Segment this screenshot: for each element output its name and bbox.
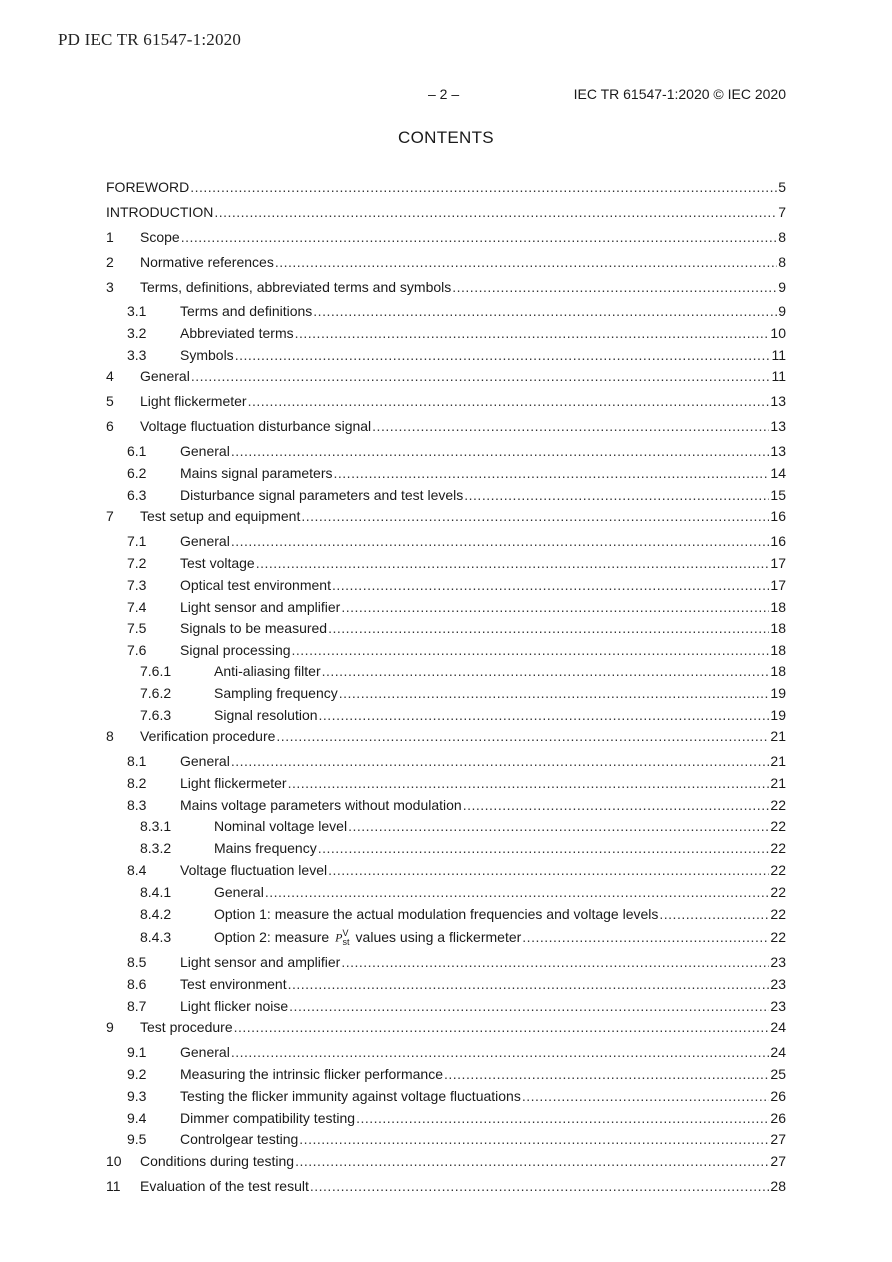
- toc-entry-page: 24: [770, 1044, 786, 1060]
- toc-entry-number: 8.3.1: [140, 818, 172, 834]
- toc-entry-label: Test procedure: [140, 1019, 233, 1035]
- toc-entry-number: 8: [106, 728, 114, 744]
- toc-entry-number: 6.3: [127, 487, 147, 503]
- toc-entry-page: 22: [770, 818, 786, 834]
- dot-leader: [341, 599, 769, 615]
- toc-entry[interactable]: [106, 1110, 786, 1130]
- toc-entry-number: 8.4.2: [140, 906, 172, 922]
- toc-entry-number: 11: [106, 1178, 121, 1194]
- dot-leader: [328, 862, 769, 878]
- toc-entry[interactable]: [106, 1044, 786, 1064]
- toc-entry-number: 7.6.2: [140, 685, 172, 701]
- toc-entry-number: 6.1: [127, 443, 147, 459]
- toc-entry-number: 7.5: [127, 620, 147, 636]
- toc-entry[interactable]: [106, 818, 786, 838]
- toc-entry-label: Symbols: [180, 347, 234, 363]
- toc-entry-number: 3.2: [127, 325, 147, 341]
- toc-entry-number: 9.5: [127, 1131, 147, 1147]
- dot-leader: [339, 685, 770, 701]
- toc-entry-page: 16: [770, 533, 786, 549]
- toc-entry-page: 23: [770, 998, 786, 1014]
- toc-entry-label: Terms and definitions: [180, 303, 313, 319]
- toc-entry[interactable]: [106, 229, 786, 249]
- toc-entry[interactable]: [106, 303, 786, 323]
- toc-entry-number: 7.1: [127, 533, 147, 549]
- page-number: – 2 –: [428, 86, 460, 102]
- toc-entry[interactable]: [106, 508, 786, 528]
- toc-entry[interactable]: [106, 707, 786, 727]
- dot-leader: [289, 998, 769, 1014]
- dot-leader: [248, 393, 770, 409]
- toc-entry[interactable]: [106, 368, 786, 388]
- toc-entry-label: Light flicker noise: [180, 998, 289, 1014]
- toc-entry-number: 8.4: [127, 862, 147, 878]
- toc-entry-label: Abbreviated terms: [180, 325, 294, 341]
- toc-entry-page: 9: [778, 279, 786, 295]
- toc-entry-page: 19: [770, 707, 786, 723]
- toc-entry-number: 7.6: [127, 642, 147, 658]
- toc-entry-label: Terms, definitions, abbreviated terms and symbols: [140, 279, 452, 295]
- toc-entry[interactable]: [106, 685, 786, 705]
- toc-entry-label: Nominal voltage level: [214, 818, 348, 834]
- toc-entry-number: 8.3: [127, 797, 147, 813]
- toc-entry-page: 22: [770, 906, 786, 922]
- toc-entry-number: 8.1: [127, 753, 147, 769]
- toc-entry-number: 3: [106, 279, 114, 295]
- toc-entry-number: 7.6.1: [140, 663, 172, 679]
- toc-entry-number: 8.6: [127, 976, 147, 992]
- dot-leader: [310, 1178, 770, 1194]
- dot-leader: [292, 642, 770, 658]
- toc-entry-label: Light flickermeter: [180, 775, 287, 791]
- toc-entry-label: Mains signal parameters: [180, 465, 333, 481]
- toc-entry[interactable]: [106, 663, 786, 683]
- toc-entry-number: 7: [106, 508, 114, 524]
- toc-entry-label: General: [180, 533, 230, 549]
- dot-leader: [463, 797, 770, 813]
- toc-entry[interactable]: [106, 325, 786, 345]
- dot-leader: [313, 303, 777, 319]
- dot-leader: [190, 179, 777, 195]
- toc-entry-number: 8.7: [127, 998, 147, 1014]
- toc-entry-page: 27: [770, 1131, 786, 1147]
- toc-entry-page: 18: [770, 663, 786, 679]
- toc-entry-number: 7.4: [127, 599, 147, 615]
- toc-entry[interactable]: [106, 1019, 786, 1039]
- toc-entry[interactable]: [106, 728, 786, 748]
- toc-entry-page: 19: [770, 685, 786, 701]
- toc-entry-page: 23: [770, 954, 786, 970]
- toc-entry[interactable]: [106, 928, 786, 948]
- dot-leader: [452, 279, 777, 295]
- toc-entry[interactable]: [106, 797, 786, 817]
- toc-entry[interactable]: [106, 555, 786, 575]
- toc-entry[interactable]: [106, 254, 786, 274]
- toc-entry-page: 18: [770, 599, 786, 615]
- dot-leader: [659, 906, 769, 922]
- toc-entry-label: Voltage fluctuation level: [180, 862, 328, 878]
- toc-entry-label: Signal processing: [180, 642, 291, 658]
- toc-entry-label: Anti-aliasing filter: [214, 663, 321, 679]
- toc-entry-page: 22: [770, 884, 786, 900]
- toc-entry-number: 8.2: [127, 775, 147, 791]
- dot-leader: [322, 663, 770, 679]
- toc-entry[interactable]: [106, 954, 786, 974]
- toc-entry-label-continued: values using a flickermeter: [355, 928, 522, 945]
- toc-entry-page: 11: [771, 368, 786, 384]
- dot-leader: [288, 775, 770, 791]
- toc-entry[interactable]: [106, 418, 786, 438]
- document-id: PD IEC TR 61547-1:2020: [58, 30, 242, 49]
- toc-entry-page: 22: [770, 840, 786, 856]
- dot-leader: [319, 707, 770, 723]
- toc-entry-page: 17: [770, 555, 786, 571]
- dot-leader: [295, 325, 770, 341]
- toc-entry-label: Sampling frequency: [214, 685, 338, 701]
- toc-entry-label: Scope: [140, 229, 180, 245]
- toc-entry[interactable]: [106, 862, 786, 882]
- toc-entry-page: 22: [770, 928, 786, 945]
- dot-leader: [231, 753, 770, 769]
- dot-leader: [299, 1131, 769, 1147]
- dot-leader: [444, 1066, 769, 1082]
- toc-entry-label: Mains voltage parameters without modulation: [180, 797, 462, 813]
- toc-entry-page: 18: [770, 642, 786, 658]
- toc-entry-label: Light sensor and amplifier: [180, 954, 341, 970]
- dot-leader: [234, 1019, 770, 1035]
- toc-entry-label: Light flickermeter: [140, 393, 247, 409]
- toc-entry-label: Signal resolution: [214, 707, 318, 723]
- toc-entry-number: 8.4.3: [140, 928, 172, 945]
- toc-entry[interactable]: [106, 599, 786, 619]
- toc-entry[interactable]: [106, 1066, 786, 1086]
- toc-entry-page: 24: [770, 1019, 786, 1035]
- toc-entry[interactable]: [106, 577, 786, 597]
- toc-entry[interactable]: [106, 906, 786, 926]
- toc-entry-page: 23: [770, 976, 786, 992]
- dot-leader: [214, 204, 777, 220]
- toc-entry[interactable]: [106, 487, 786, 507]
- toc-entry[interactable]: [106, 393, 786, 413]
- toc-entry-number: 7.2: [127, 555, 147, 571]
- toc-entry-page: 7: [778, 204, 786, 220]
- toc-entry-page: 13: [770, 443, 786, 459]
- toc-entry-label: Test environment: [180, 976, 287, 992]
- toc-entry-page: 27: [770, 1153, 786, 1169]
- dot-leader: [464, 487, 769, 503]
- toc-entry-label: Test voltage: [180, 555, 255, 571]
- toc-entry-page: 5: [778, 179, 786, 195]
- toc-entry-page: 17: [770, 577, 786, 593]
- dot-leader: [231, 443, 770, 459]
- toc-entry[interactable]: [106, 775, 786, 795]
- toc-entry-page: 22: [770, 862, 786, 878]
- toc-entry-number: 9.4: [127, 1110, 147, 1126]
- contents-title: CONTENTS: [398, 128, 494, 147]
- toc-entry-number: 3.1: [127, 303, 147, 319]
- toc-entry-page: 21: [770, 775, 786, 791]
- toc-entry[interactable]: [106, 533, 786, 553]
- dot-leader: [181, 229, 778, 245]
- toc-entry[interactable]: [106, 1088, 786, 1108]
- dot-leader: [522, 929, 769, 945]
- toc-entry-page: 16: [770, 508, 786, 524]
- toc-entry-page: 10: [770, 325, 786, 341]
- toc-entry-label: General: [180, 753, 230, 769]
- toc-entry-page: 8: [778, 254, 786, 270]
- toc-entry-number: 2: [106, 254, 114, 270]
- toc-entry[interactable]: [106, 620, 786, 640]
- toc-entry[interactable]: [106, 279, 786, 299]
- toc-entry-number: 8.4.1: [140, 884, 172, 900]
- dot-leader: [231, 533, 770, 549]
- toc-entry-label: Option 1: measure the actual modulation frequencies and voltage levels: [214, 906, 659, 922]
- dot-leader: [301, 508, 769, 524]
- dot-leader: [275, 254, 777, 270]
- dot-leader: [522, 1088, 770, 1104]
- toc-entry-page: 26: [770, 1088, 786, 1104]
- toc-entry-number: 1: [106, 229, 114, 245]
- toc-entry-label: Light sensor and amplifier: [180, 599, 341, 615]
- toc-entry-page: 14: [770, 465, 786, 481]
- dot-leader: [231, 1044, 770, 1060]
- toc-entry-number: 8.3.2: [140, 840, 172, 856]
- toc-entry-label: Disturbance signal parameters and test levels: [180, 487, 464, 503]
- toc-entry-label: Signals to be measured: [180, 620, 328, 636]
- toc-entry-label: General: [180, 1044, 230, 1060]
- toc-entry[interactable]: [106, 179, 786, 199]
- toc-entry[interactable]: [106, 840, 786, 860]
- toc-entry-number: 9.3: [127, 1088, 147, 1104]
- dot-leader: [191, 368, 771, 384]
- dot-leader: [256, 555, 770, 571]
- toc-entry-label: FOREWORD: [106, 179, 190, 195]
- dot-leader: [235, 347, 771, 363]
- dot-leader: [295, 1153, 769, 1169]
- toc-entry-page: 13: [770, 418, 786, 434]
- toc-entry-label: Measuring the intrinsic flicker performance: [180, 1066, 443, 1082]
- toc-entry-number: 3.3: [127, 347, 147, 363]
- dot-leader: [372, 418, 769, 434]
- toc-entry[interactable]: [106, 347, 786, 367]
- dot-leader: [288, 976, 770, 992]
- toc-entry-number: 8.5: [127, 954, 147, 970]
- dot-leader: [328, 620, 769, 636]
- toc-entry-page: 15: [770, 487, 786, 503]
- toc-entry[interactable]: [106, 884, 786, 904]
- toc-entry-number: 5: [106, 393, 114, 409]
- toc-entry[interactable]: [106, 1153, 786, 1173]
- toc-entry-label: Optical test environment: [180, 577, 331, 593]
- toc-entry-page: 11: [771, 347, 786, 363]
- toc-entry-label: Option 2: measure: [214, 928, 330, 945]
- toc-entry-number: 10: [106, 1153, 122, 1169]
- dot-leader: [334, 465, 770, 481]
- toc-entry-label: General: [180, 443, 230, 459]
- toc-entry[interactable]: [106, 1131, 786, 1151]
- toc-entry-label: Dimmer compatibility testing: [180, 1110, 356, 1126]
- toc-entry-number: 9.1: [127, 1044, 147, 1060]
- toc-entry-page: 28: [770, 1178, 786, 1194]
- toc-entry[interactable]: [106, 753, 786, 773]
- toc-entry-number: 4: [106, 368, 114, 384]
- dot-leader: [332, 577, 769, 593]
- toc-entry-page: 9: [778, 303, 786, 319]
- toc-entry-page: 25: [770, 1066, 786, 1082]
- toc-entry-label: Testing the flicker immunity against voltage fluctuations: [180, 1088, 521, 1104]
- toc-entry-label: Conditions during testing: [140, 1153, 295, 1169]
- toc-entry-number: 6: [106, 418, 114, 434]
- toc-entry[interactable]: [106, 976, 786, 996]
- flicker-symbol: $P^V_{st}$: [335, 928, 350, 948]
- dot-leader: [348, 818, 769, 834]
- toc-entry-label: General: [214, 884, 264, 900]
- dot-leader: [265, 884, 770, 900]
- toc-entry-label: General: [140, 368, 190, 384]
- toc-entry-label: Mains frequency: [214, 840, 317, 856]
- toc-entry-page: 22: [770, 797, 786, 813]
- toc-entry[interactable]: [106, 998, 786, 1018]
- toc-entry-label: Controlgear testing: [180, 1131, 299, 1147]
- toc-entry-page: 8: [778, 229, 786, 245]
- toc-entry-label: INTRODUCTION: [106, 204, 214, 220]
- toc-entry-page: 13: [770, 393, 786, 409]
- toc-entry-label: Voltage fluctuation disturbance signal: [140, 418, 372, 434]
- toc-entry-label: Evaluation of the test result: [140, 1178, 309, 1194]
- toc-entry-page: 18: [770, 620, 786, 636]
- toc-entry-label: Test setup and equipment: [140, 508, 301, 524]
- toc-entry-page: 21: [770, 728, 786, 744]
- toc-entry-page: 21: [770, 753, 786, 769]
- toc-entry[interactable]: [106, 465, 786, 485]
- toc-entry-label: Normative references: [140, 254, 274, 270]
- toc-entry[interactable]: [106, 204, 786, 224]
- toc-entry[interactable]: [106, 1178, 786, 1198]
- toc-entry-number: 6.2: [127, 465, 147, 481]
- dot-leader: [276, 728, 769, 744]
- toc-entry-page: 26: [770, 1110, 786, 1126]
- toc-entry-number: 9: [106, 1019, 114, 1035]
- dot-leader: [341, 954, 769, 970]
- toc-entry[interactable]: [106, 642, 786, 662]
- toc-entry-number: 9.2: [127, 1066, 147, 1082]
- toc-entry[interactable]: [106, 443, 786, 463]
- dot-leader: [318, 840, 770, 856]
- standard-reference: IEC TR 61547-1:2020 © IEC 2020: [573, 86, 786, 102]
- toc-entry-label: Verification procedure: [140, 728, 276, 744]
- toc-entry-number: 7.3: [127, 577, 147, 593]
- toc-entry-number: 7.6.3: [140, 707, 172, 723]
- dot-leader: [356, 1110, 769, 1126]
